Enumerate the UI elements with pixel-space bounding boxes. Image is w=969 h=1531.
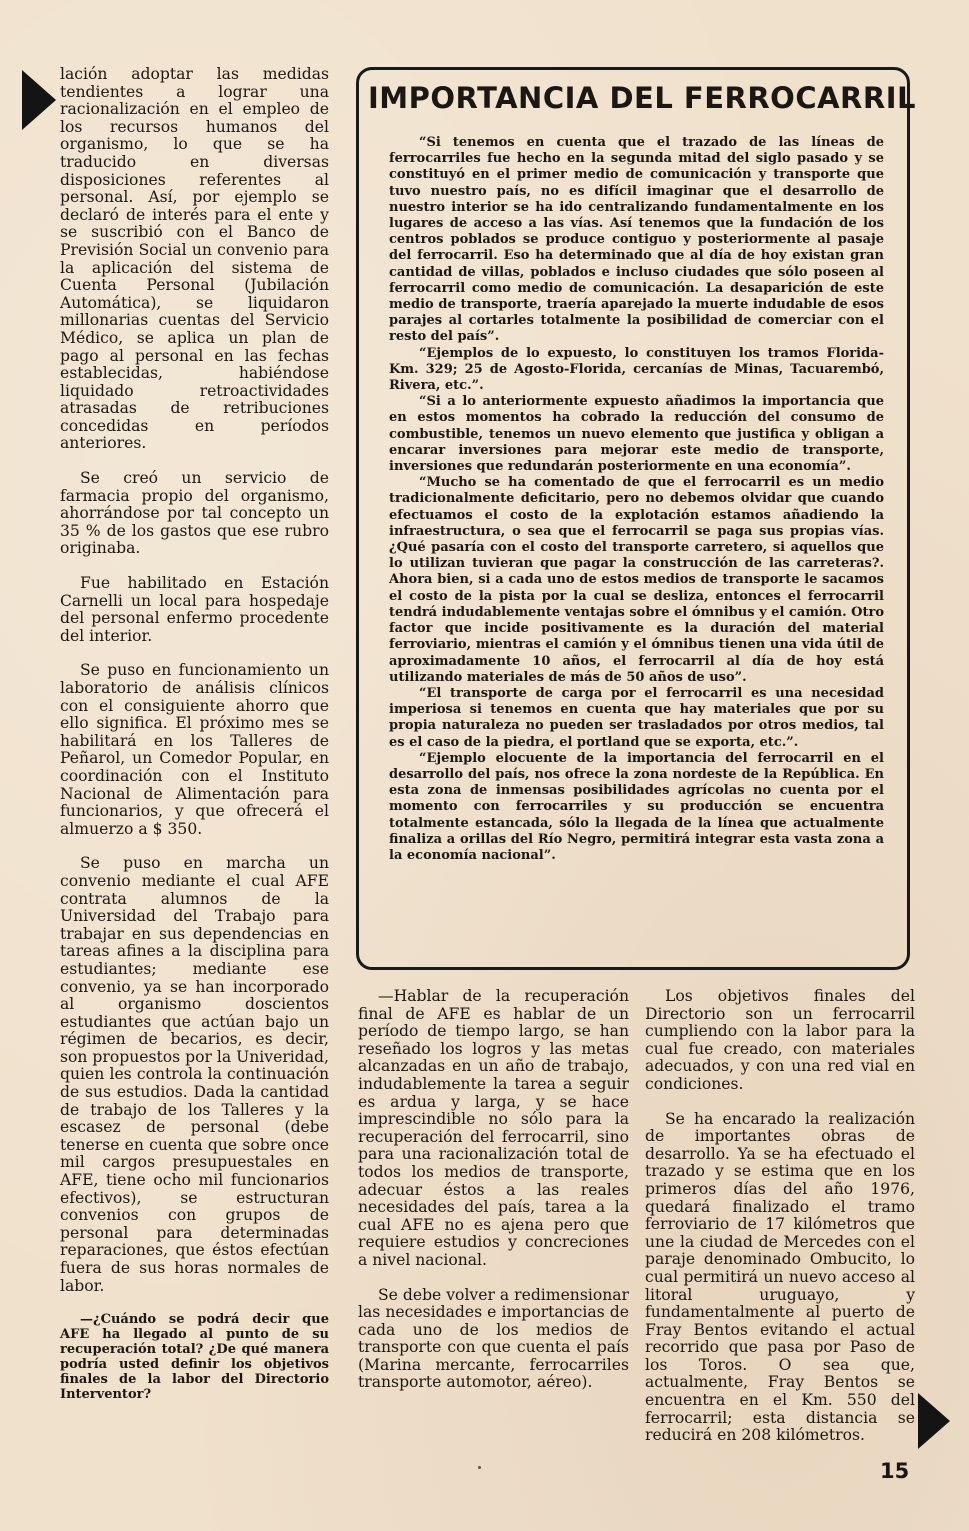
interview-question: —¿Cuándo se podrá decir que AFE ha llegado al punto de su recuperación total? ¿De qué manera podría usted definir los objetivos finales de la labor del Directorio Interventor?	[60, 1312, 329, 1403]
paragraph: Se debe volver a redimensionar las necesidades e importancias de cada uno de los medios de transporte con que cuenta el país (Marina mercante, ferrocarriles transporte automotor, aéreo).	[358, 1285, 630, 1392]
box-paragraph: “Mucho se ha comentado de que el ferrocarril es un medio tradicionalmente deficitario, pero no debemos olvidar que cuando efectuamos el costo de la explotación estamos añadiendo la infraestructura, o sea que el ferrocarril se paga sus propias vías. ¿Qué pasaría con el costo del transporte carretero, si aquellos que lo utilizan tuvieran que pagar la construcción de las carreteras?. Ahora bien, si a cada uno de estos medios de transporte le sacamos el costo de la pista por la cual se desliza, entonces el ferrocarril tendrá indudablemente ventajas sobre el ómnibus y el camión. Otro factor que incide positivamente es la duración del material ferroviario, mientras el camión y el ómnibus tienen una vida útil de aproximadamente 10 años, el ferrocarril al día de hoy está utilizando materiales de más de 50 años de uso”.	[389, 475, 884, 685]
paragraph: lación adoptar las medidas tendientes a lograr una racionalización en el empleo de los recursos humanos del organismo, lo que se ha traducido en diversas disposiciones referentes al personal. Así, por ejemplo se declaró de interés para el ente y se suscribió con el Banco de Previsión Social un convenio para la aplicación del sistema de Cuenta Personal (Jubilación Automática), se liquidaron millonarias cuentas del Servicio Médico, se aplica un plan de pago al personal en las fechas establecidas, habiéndose liquidado retroactividades atrasadas de retribuciones concedidas en períodos anteriores.	[60, 65, 329, 453]
print-speck	[478, 1466, 481, 1469]
box-paragraph: “Si a lo anteriormente expuesto añadimos la importancia que en estos momentos ha cobrado la reducción del consumo de combustible, tenemos un nuevo elemento que justifica y obligan a encarar inversiones para mejorar este medio de transporte, inversiones que redundarán posteriormente en una economía”.	[389, 394, 884, 475]
middle-column	[358, 988, 629, 1409]
paragraph: Los objetivos finales del Directorio son un ferrocarril cumpliendo con la labor para la cual fue creado, con materiales adecuados, y con una red vial en condiciones.	[645, 987, 915, 1093]
box-title: IMPORTANCIA DEL FERROCARRIL	[368, 81, 916, 115]
paragraph: Se ha encarado la realización de importantes obras de desarrollo. Ya se ha efectuado el trazado y se estima que en los primeros días del año 1976, quedará finalizado el tramo ferroviario de 17 kilómetros que une la ciudad de Mercedes con el paraje denominado Ombucito, lo cual permitirá un nuevo acceso al litoral uruguayo, y fundamentalmente al puerto de Fray Bentos evitando el actual recorrido que pasa por Paso de los Toros. O sea que, actualmente, Fray Bentos se encuentra en el Km. 550 del ferrocarril; esta distancia se reducirá en 208 kilómetros.	[645, 1109, 915, 1445]
box-paragraph: “Ejemplos de lo expuesto, lo constituyen los tramos Florida-Km. 329; 25 de Agosto-Florida, cercanías de Minas, Tacuarembó, Rivera, etc.”.	[389, 345, 884, 394]
box-paragraph: “Ejemplo elocuente de la importancia del ferrocarril en el desarrollo del país, nos ofrece la zona nordeste de la República. En esta zona de inmensas posibilidades agrícolas no cuenta por el momento con ferrocarriles y su producción se encuentra totalmente estancada, sólo la llegada de la línea que actualmente finaliza a orillas del Río Negro, permitirá integrar esta vasta zona a la economía nacional”.	[389, 750, 884, 863]
paragraph: Se puso en funcionamiento un laboratorio de análisis clínicos con el consiguiente ahorro que ello significa. El próximo mes se habilitará en los Talleres de Peñarol, un Comedor Popular, en coordinación con el Instituto Nacional de Alimentación para funcionarios, y que ofrecerá el almuerzo a $ 350.	[60, 661, 329, 838]
paragraph: Fue habilitado en Estación Carnelli un local para hospedaje del personal enfermo procedente del interior.	[60, 574, 329, 645]
box-body	[389, 135, 884, 864]
continuation-arrow-left-icon	[22, 70, 56, 130]
box-paragraph: “El transporte de carga por el ferrocarril es una necesidad imperiosa si tenemos en cuenta que hay materiales que por su propia naturaleza no pueden ser trasladados por otros medios, tal es el caso de la piedra, el portland que se exporta, etc.”.	[389, 685, 884, 750]
paragraph: —Hablar de la recuperación final de AFE es hablar de un período de tiempo largo, se han reseñado los logros y las metas alcanzadas en un año de trabajo, indudablemente la tarea a seguir es ardua y larga, y se hace imprescindible no sólo para la recuperación del ferrocarril, sino para una racionalización total de todos los medios de transporte, adecuar éstos a las reales necesidades del país, tarea a la cual AFE no es ajena pero que requiere estudios y concreciones a nivel nacional.	[358, 987, 629, 1269]
box-paragraph: “Si tenemos en cuenta que el trazado de las líneas de ferrocarriles fue hecho en la segunda mitad del siglo pasado y se constituyó en el primer medio de comunicación y transporte que tuvo nuestro país, no es difícil imaginar que el desarrollo de nuestro interior se ha ido centralizando fundamentalmente en los lugares de acceso a las vías. Así tenemos que la fundación de los centros poblados se produce contiguo y posteriormente al pasaje del ferrocarril. Eso ha determinado que al día de hoy existan gran cantidad de villas, poblados e incluso ciudades que sólo poseen al ferrocarril como medio de comunicación. La desaparición de este medio de transporte, traería aparejado la muerte indudable de esos parajes al cortarles totalmente la posibilidad de comerciar con el resto del país”.	[389, 135, 884, 345]
right-column	[645, 988, 915, 1462]
paragraph: Se creó un servicio de farmacia propio del organismo, ahorrándose por tal concepto un 35 % de los gastos que ese rubro originaba.	[60, 469, 329, 558]
left-column	[60, 66, 329, 1419]
continuation-arrow-right-icon	[918, 1393, 950, 1449]
page-number: 15	[880, 1459, 910, 1483]
paragraph: Se puso en marcha un convenio mediante el cual AFE contrata alumnos de la Universidad del Trabajo para trabajar en sus dependencias en tareas afines a la disciplina para estudiantes; mediante ese convenio, ya se han incorporado al organismo doscientos estudiantes que actúan bajo un régimen de becarios, es decir, son propuestos por la Univeridad, quien les controla la continuación de sus estudios. Dada la cantidad de trabajo de los Talleres y la escasez de personal (debe tenerse en cuenta que sobre once mil cargos presupuestales en AFE, tiene ocho mil funcionarios efectivos), se estructuran convenios con grupos de personal para determinadas reparaciones, que éstos efectúan fuera de sus horas normales de labor.	[60, 854, 329, 1295]
